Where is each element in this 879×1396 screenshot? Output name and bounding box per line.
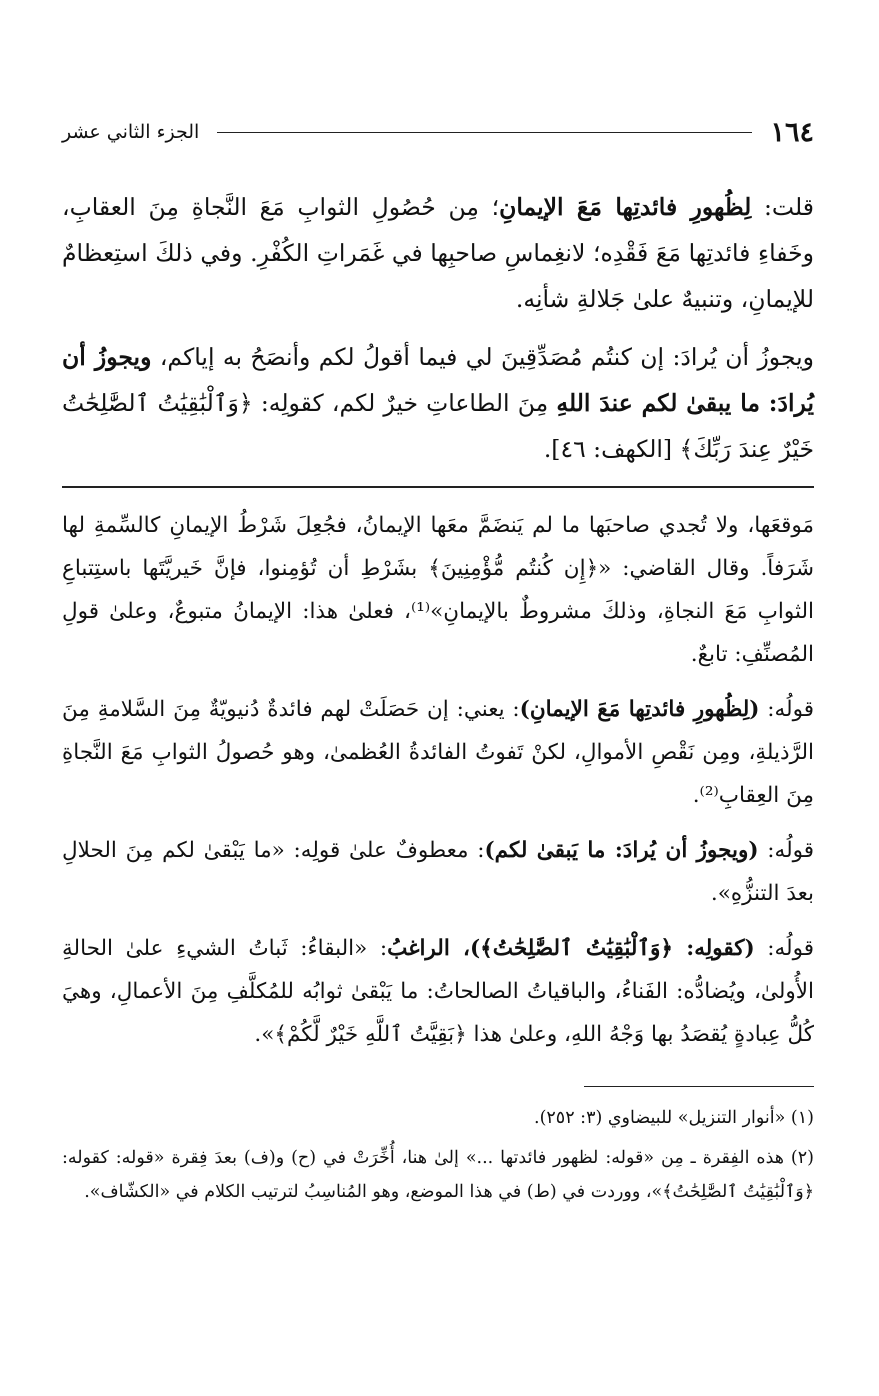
footnote: (٢) هذه الفِقرة ـ مِن «قوله: لظهور فائدتها ...» إلىٰ هنا، أُخِّرَتْ في (ح) و(ف) بعدَ فِقرة «قوله: كقوله: ﴿وَٱلْبَٰقِيَٰتُ ٱلصَّٰلِحَٰتُ﴾»، ووردت في (ط) في هذا الموضع، وهو المُناسِبُ لترتيب الكلام في «الكشّاف». <box>62 1148 814 1202</box>
running-title: الجزء الثاني عشر <box>62 121 200 143</box>
commentary <box>62 504 814 1056</box>
page-header <box>62 108 814 156</box>
commentary-paragraph: قولُه: (كقولِه: ﴿وَٱلْبَٰقِيَٰتُ ٱلصَّٰلِحَٰتُ﴾)، الراغبُ: «البقاءُ: ثَباتُ الشيءِ علىٰ الحالةِ الأُولىٰ، ويُضادُّه: الفَناءُ، والباقياتُ الصالحاتُ: ما يَبْقىٰ ثوابُه للمُكلَّفِ مِنَ الأعمالِ، وهيَ كُلُّ عِبادةٍ يُقصَدُ بها وَجْهُ اللهِ، وعلىٰ هذا ﴿بَقِيَّتُ ٱللَّهِ خَيْرٌ لَّكُمْ﴾». <box>62 936 814 1047</box>
header-rule <box>217 132 752 133</box>
main-paragraph: قلت: لِظُهورِ فائدتِها مَعَ الإيمانِ؛ مِن حُصُولِ الثوابِ مَعَ النَّجاةِ مِنَ العقابِ، وخَفاءِ فائدتِها مَعَ فَقْدِه؛ لانغِماسِ صاحبِها في غَمَراتِ الكُفْرِ. وفي ذلكَ استِعظامٌ للإيمانِ، وتنبيهٌ علىٰ جَلالةِ شأنِه. <box>62 193 814 313</box>
footnote: (١) «أنوار التنزيل» للبيضاوي (٣: ٢٥٢). <box>534 1108 814 1128</box>
footnote-rule <box>584 1086 814 1087</box>
commentary-paragraph: مَوقعَها، ولا تُجدي صاحبَها ما لم يَنضَمَّ معَها الإيمانُ، فجُعِلَ شَرْطُ الإيمانِ كالسِّمةِ لها شَرَفاً. وقال القاضي: «﴿إِن كُنتُم مُّؤْمِنِينَ﴾ بشَرْطِ أن تُؤمِنوا، فإنَّ خَيريَّتَها باستِتباعِ الثوابِ مَعَ النجاةِ، وذلكَ مشروطٌ بالإيمانِ»⁽¹⁾، فعلىٰ هذا: الإيمانُ متبوعٌ، وعلىٰ قولِ المُصنِّفِ: تابعٌ. <box>62 513 814 667</box>
page-number: ١٦٤ <box>770 116 814 148</box>
book-page <box>62 108 814 1215</box>
text-commentary-separator <box>62 486 814 488</box>
main-text <box>62 184 814 472</box>
commentary-paragraph: قولُه: (لِظُهورِ فائدتِها مَعَ الإيمانِ): يعني: إن حَصَلَتْ لهم فائدةٌ دُنيويّةٌ مِنَ السَّلامةِ مِنَ الرَّذيلةِ، ومِن نَقْصِ الأموالِ، لكنْ تَفوتُ الفائدةُ العُظمىٰ، وهو حُصولُ الثوابِ مَعَ النَّجاةِ مِنَ العِقابِ⁽²⁾. <box>62 697 814 808</box>
main-paragraph: ويجوزُ أن يُرادَ: إن كنتُم مُصَدِّقِينَ لي فيما أقولُ لكم وأنصَحُ به إياكم، ويجوزُ أن يُرادَ: ما يبقىٰ لكم عندَ اللهِ مِنَ الطاعاتِ خيرٌ لكم، كقولِه: ﴿وَٱلْبَٰقِيَٰتُ ٱلصَّٰلِحَٰتُ خَيْرٌ عِندَ رَبِّكَ﴾ [الكهف: ٤٦]. <box>62 343 815 463</box>
footnotes <box>62 1101 814 1209</box>
commentary-paragraph: قولُه: (ويجوزُ أن يُرادَ: ما يَبقىٰ لكم): معطوفٌ علىٰ قولِه: «ما يَبْقىٰ لكم مِنَ الحلالِ بعدَ التنزُّهِ». <box>62 838 815 906</box>
